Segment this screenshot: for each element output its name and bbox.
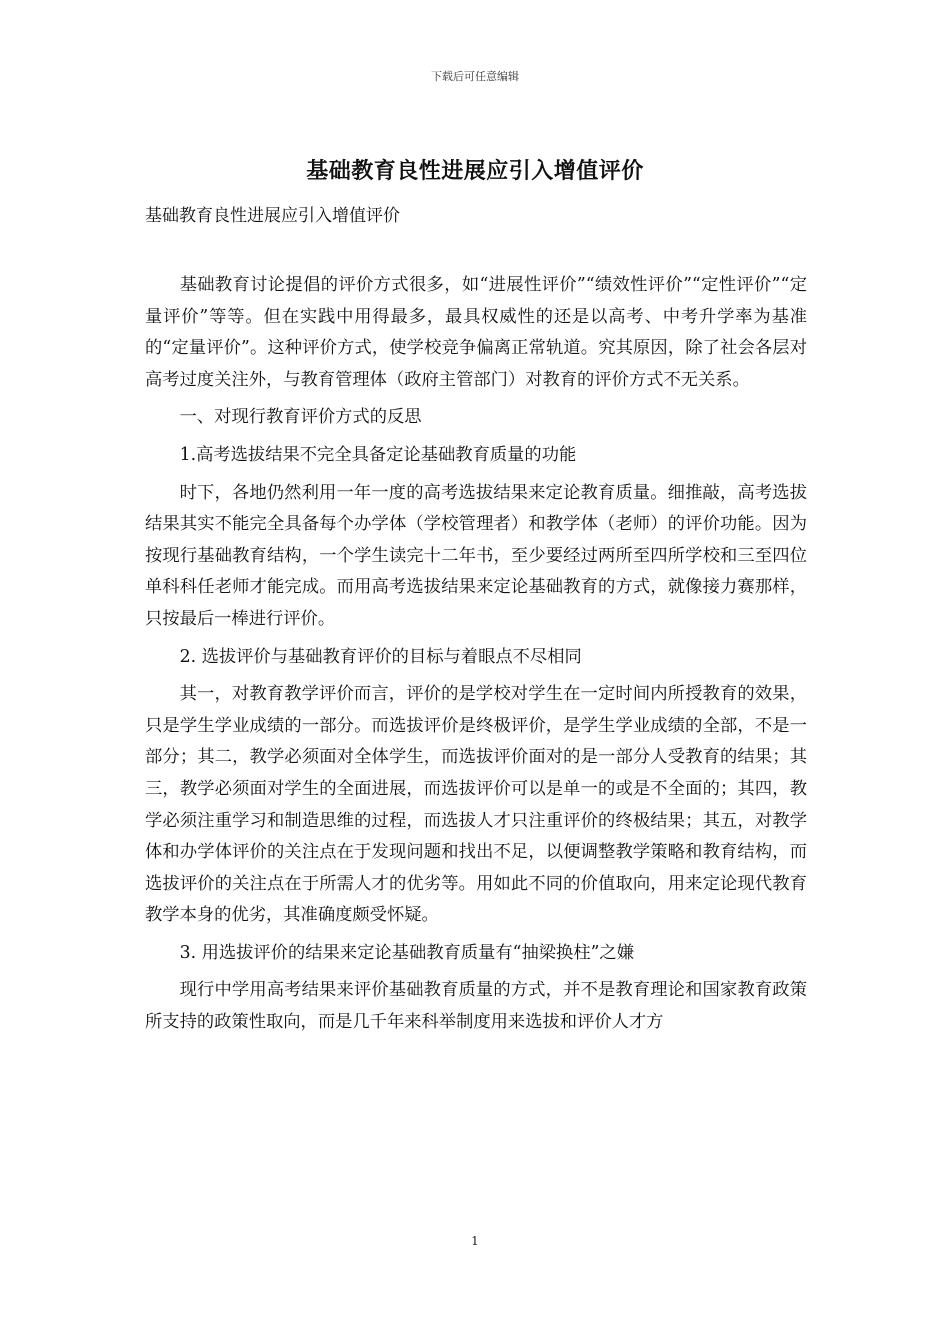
- subsection-heading-2: 2. 选拔评价与基础教育评价的目标与着眼点不尽相同: [179, 646, 582, 667]
- paragraph-intro: 基础教育讨论提倡的评价方式很多，如“进展性评价”“绩效性评价”“定性评价”“定量评价”等等。但在实践中用得最多，最具权威性的还是以高考、中考升学率为基准的“定量评价”。这种评价方式，使学校竞争偏离正常轨道。究其原因，除了社会各层对高考过度关注外，与教育管理体（政府主管部门）对教育的评价方式不无关系。: [145, 275, 807, 390]
- paragraph-3: 现行中学用高考结果来评价基础教育质量的方式，并不是教育理论和国家教育政策所支持的政策性取向，而是几千年来科举制度用来选拔和评价人才方: [145, 980, 807, 1033]
- document-body: [145, 270, 807, 1045]
- page-number: 1: [471, 1234, 479, 1248]
- paragraph-2: 其一，对教育教学评价而言，评价的是学校对学生在一定时间内所授教育的效果，只是学生学业成绩的一部分。而选拔评价是终极评价，是学生学业成绩的全部，不是一部分；其二，教学必须面对全体学生，而选拔评价面对的是一部分人受教育的结果；其三，教学必须面对学生的全面进展，而选拔评价可以是单一的或是不全面的；其四，教学必须注重学习和制造思维的过程，而选拔人才只注重评价的终极结果；其五，对教学体和办学体评价的关注点在于发现问题和找出不足，以便调整教学策略和教育结构，而选拔评价的关注点在于所需人才的优劣等。用如此不同的价值取向，用来定论现代教育教学本身的优劣，其准确度颇受怀疑。: [145, 684, 807, 926]
- header-note: 下载后可任意编辑: [431, 70, 519, 83]
- document-subtitle: 基础教育良性进展应引入增值评价: [145, 206, 400, 226]
- document-title: 基础教育良性进展应引入增值评价: [306, 158, 644, 184]
- section-heading-1: 一、对现行教育评价方式的反思: [179, 407, 422, 428]
- subsection-heading-1: 1.高考选拔结果不完全具备定论基础教育质量的功能: [179, 444, 577, 465]
- subsection-heading-3: 3. 用选拔评价的结果来定论基础教育质量有“抽梁换柱”之嫌: [179, 942, 634, 963]
- paragraph-1: 时下，各地仍然利用一年一度的高考选拔结果来定论教育质量。细推敲，高考选拔结果其实不能完全具备每个办学体（学校管理者）和教学体（老师）的评价功能。因为按现行基础教育结构，一个学生读完十二年书，至少要经过两所至四所学校和三至四位单科科任老师才能完成。而用高考选拔结果来定论基础教育的方式，就像接力赛那样，只按最后一棒进行评价。: [145, 482, 807, 629]
